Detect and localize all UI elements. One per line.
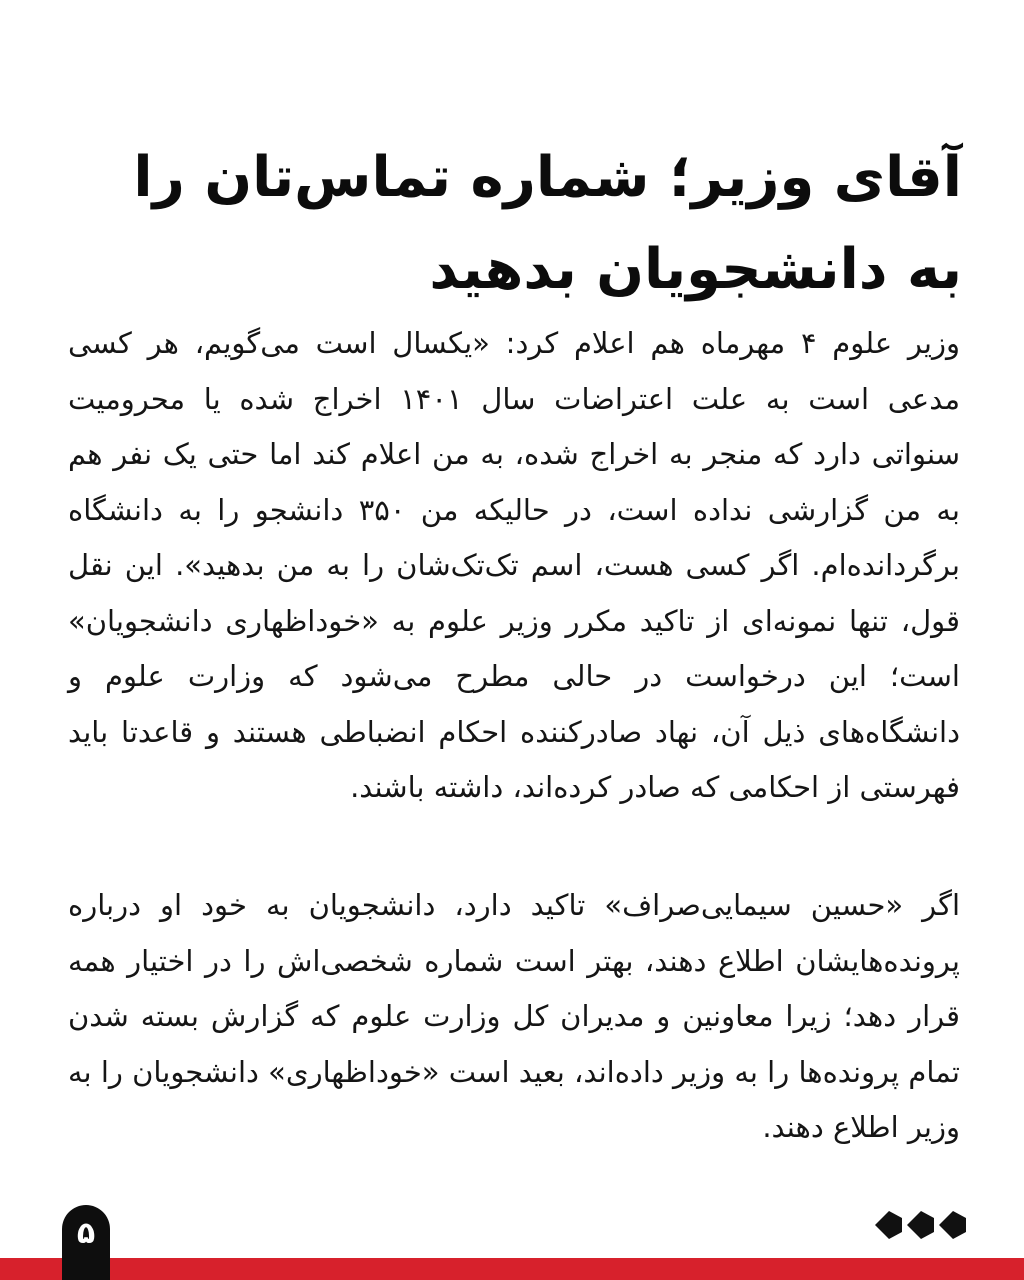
dot-shape bbox=[875, 1211, 902, 1239]
article-title-line-1: آقای وزیر؛ شماره تماس‌تان را bbox=[133, 145, 962, 210]
three-dots-icon bbox=[872, 1208, 970, 1242]
footer-accent-bar bbox=[0, 1258, 1024, 1280]
dot-shape bbox=[907, 1211, 934, 1239]
page-number-badge bbox=[62, 1205, 110, 1280]
page-number: ۵ bbox=[76, 1216, 96, 1251]
article-paragraph-2: اگر «حسین سیمایی‌صراف» تاکید دارد، دانشجویان به خود او درباره پرونده‌هایشان اطلاع دهند، بهتر است شماره شخصی‌اش را در اختیار همه قرار دهد؛ زیرا معاونین و مدیران کل وزارت علوم که گزارش بسته شدن تمام پرونده‌ها را به وزیر داده‌اند، بعید است «خوداظهاری» دانشجویان را به وزیر اطلاع دهند. bbox=[68, 888, 960, 1144]
article-title bbox=[62, 132, 962, 316]
dot-shape bbox=[939, 1211, 966, 1239]
article-paragraph-1: وزیر علوم ۴ مهرماه هم اعلام کرد: «یکسال است می‌گویم، هر کسی مدعی است به علت اعتراضات سال ۱۴۰۱ اخراج شده یا محرومیت سنواتی دارد که منجر به اخراج شده، به من اعلام کند اما حتی یک نفر هم به من گزارشی نداده است، در حالیکه من ۳۵۰ دانشجو را به دانشگاه برگردانده‌ام. اگر کسی هست، اسم تک‌تک‌شان را به من بدهید». این نقل قول، تنها نمونه‌ای از تاکید مکرر وزیر علوم به «خوداظهاری دانشجویان» است؛ این درخواست در حالی مطرح می‌شود که وزارت علوم و دانشگاه‌های ذیل آن، نهاد صادرکننده احکام انضباطی هستند و قاعدتا باید فهرستی از احکامی که صادر کرده‌اند، داشته باشند. bbox=[68, 326, 960, 804]
article-title-line-2: به دانشجویان بدهید bbox=[429, 237, 962, 302]
